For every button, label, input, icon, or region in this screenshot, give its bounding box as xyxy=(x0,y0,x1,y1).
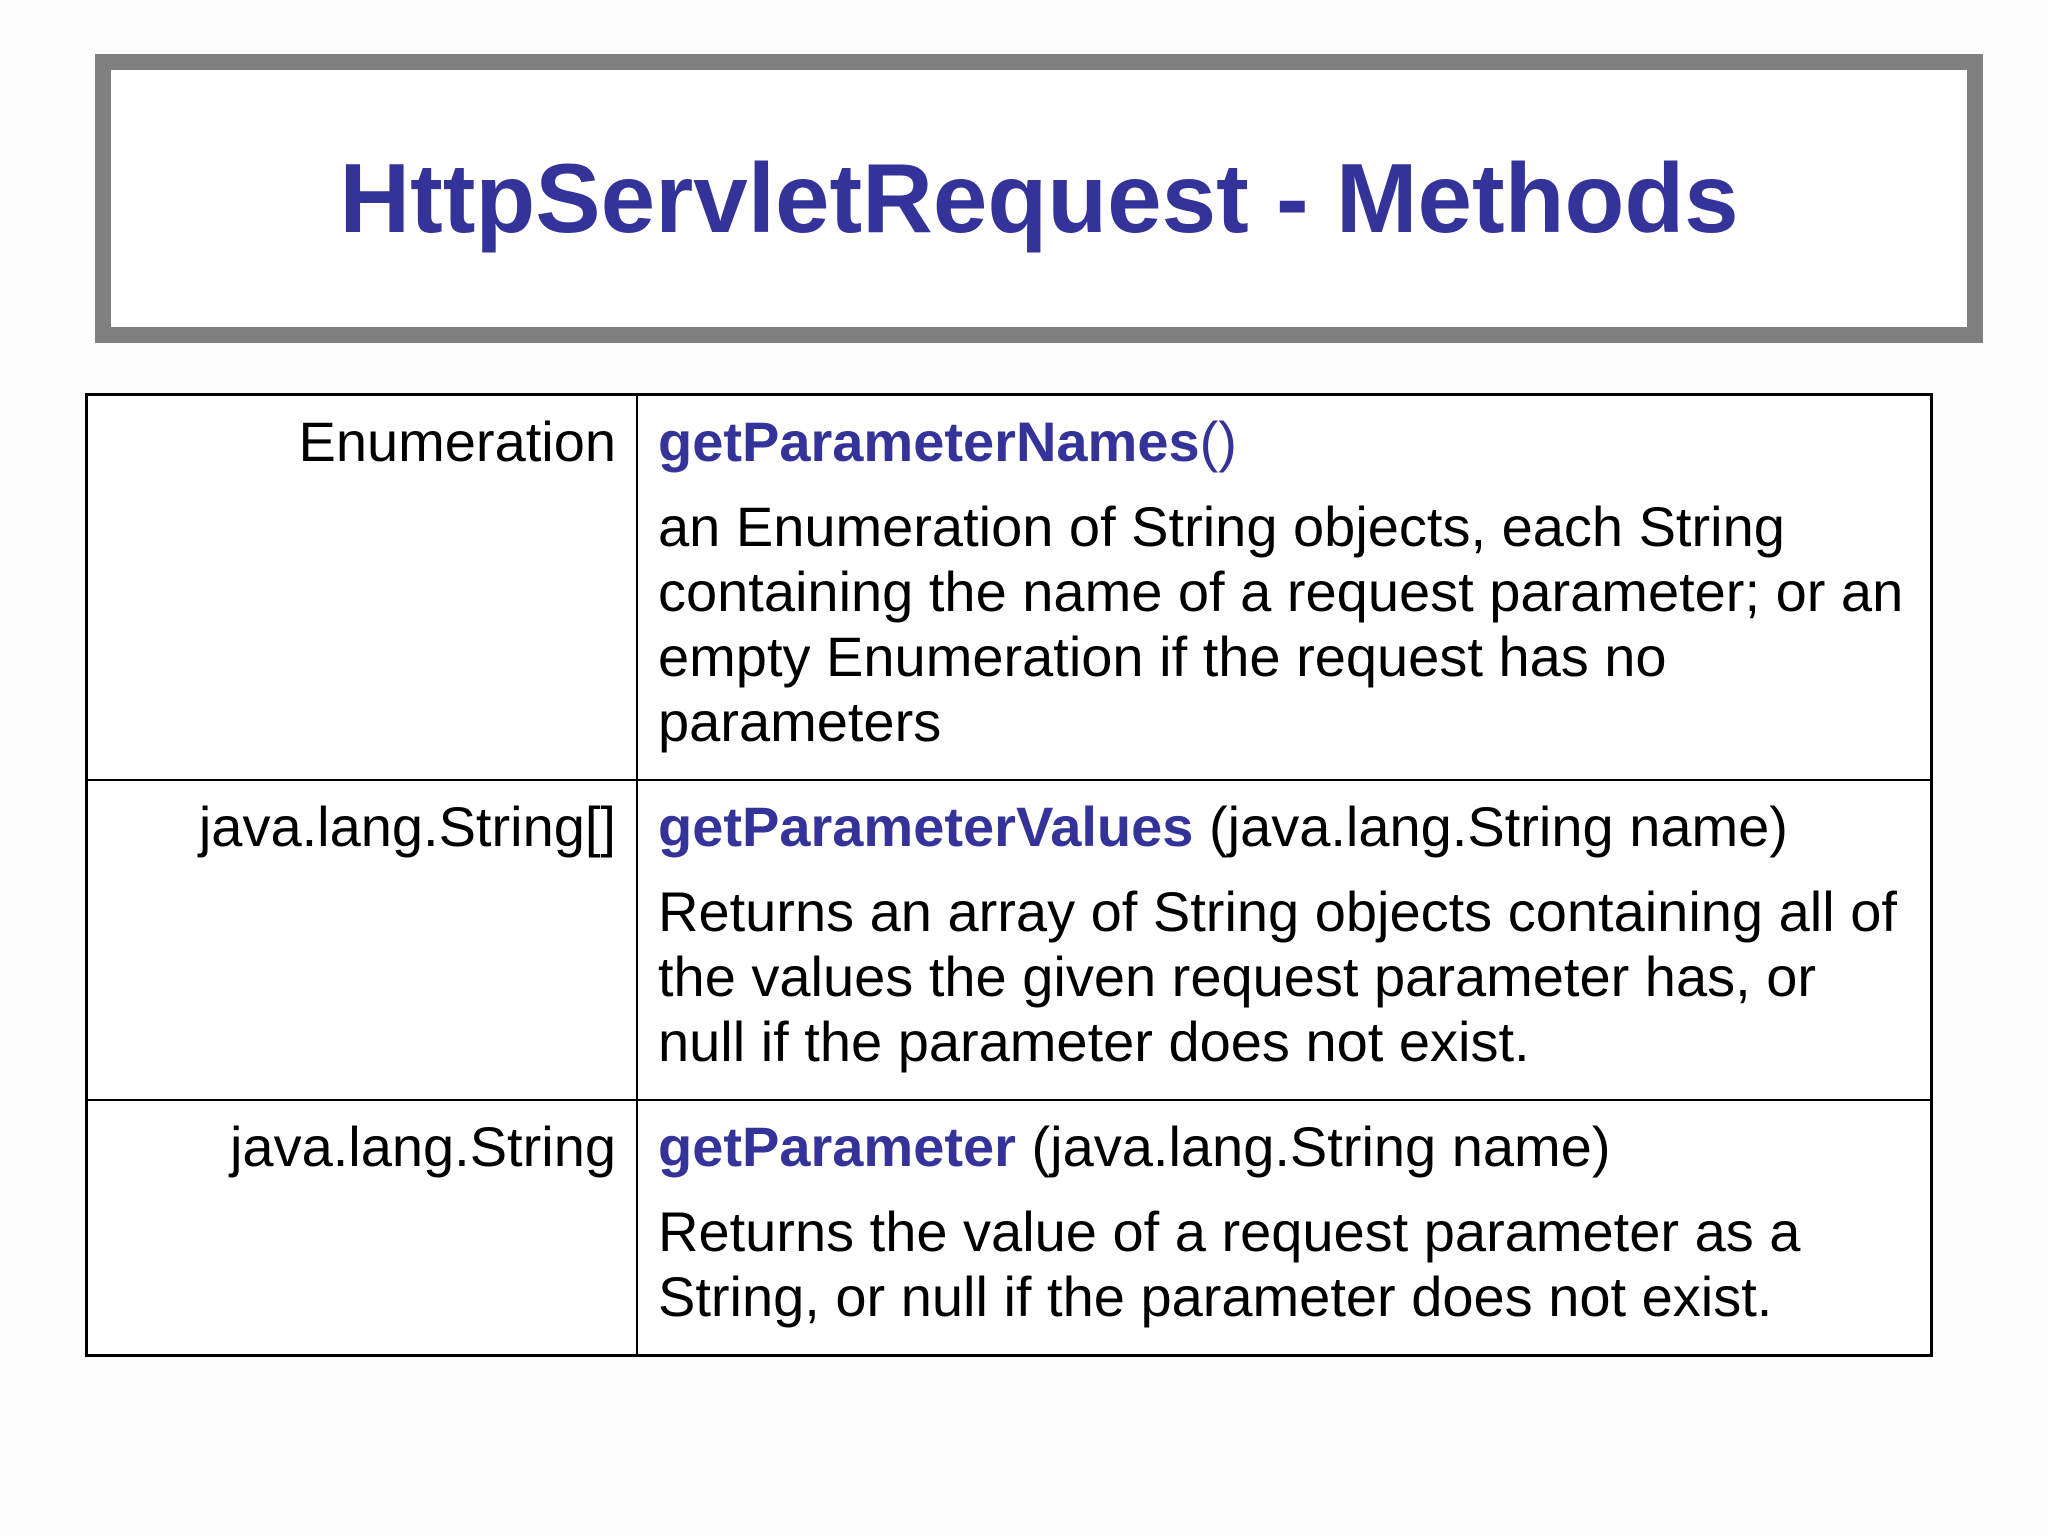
method-params: (java.lang.String name) xyxy=(1015,1115,1611,1179)
method-cell xyxy=(637,1100,1932,1356)
method-name: getParameter xyxy=(658,1115,1016,1179)
method-signature xyxy=(658,1113,1910,1180)
return-type-cell: Enumeration xyxy=(87,395,638,781)
method-cell xyxy=(637,780,1932,1100)
method-description: Returns an array of String objects containing all of the values the given request parameter has, or null if the parameter does not exist. xyxy=(658,880,1897,1074)
return-type-cell: java.lang.String xyxy=(87,1100,638,1356)
table-row xyxy=(87,395,1932,781)
method-name: getParameterValues xyxy=(658,795,1194,858)
return-type-cell: java.lang.String[] xyxy=(87,780,638,1100)
method-cell xyxy=(637,395,1932,781)
table-row xyxy=(87,780,1932,1100)
methods-table xyxy=(85,393,1933,1357)
method-signature xyxy=(658,408,1910,475)
method-description: an Enumeration of String objects, each String containing the name of a request parameter; or an empty Enumeration if the request has no parameters xyxy=(658,495,1904,754)
slide-title: HttpServletRequest - Methods xyxy=(339,143,1739,253)
table-row xyxy=(87,1100,1932,1356)
method-name: getParameterNames xyxy=(658,410,1200,473)
title-box xyxy=(95,54,1983,343)
method-params: (java.lang.String name) xyxy=(1193,795,1788,858)
method-description: Returns the value of a request parameter as a String, or null if the parameter does not exist. xyxy=(658,1200,1801,1329)
method-signature xyxy=(658,793,1910,860)
method-params: () xyxy=(1199,410,1237,473)
